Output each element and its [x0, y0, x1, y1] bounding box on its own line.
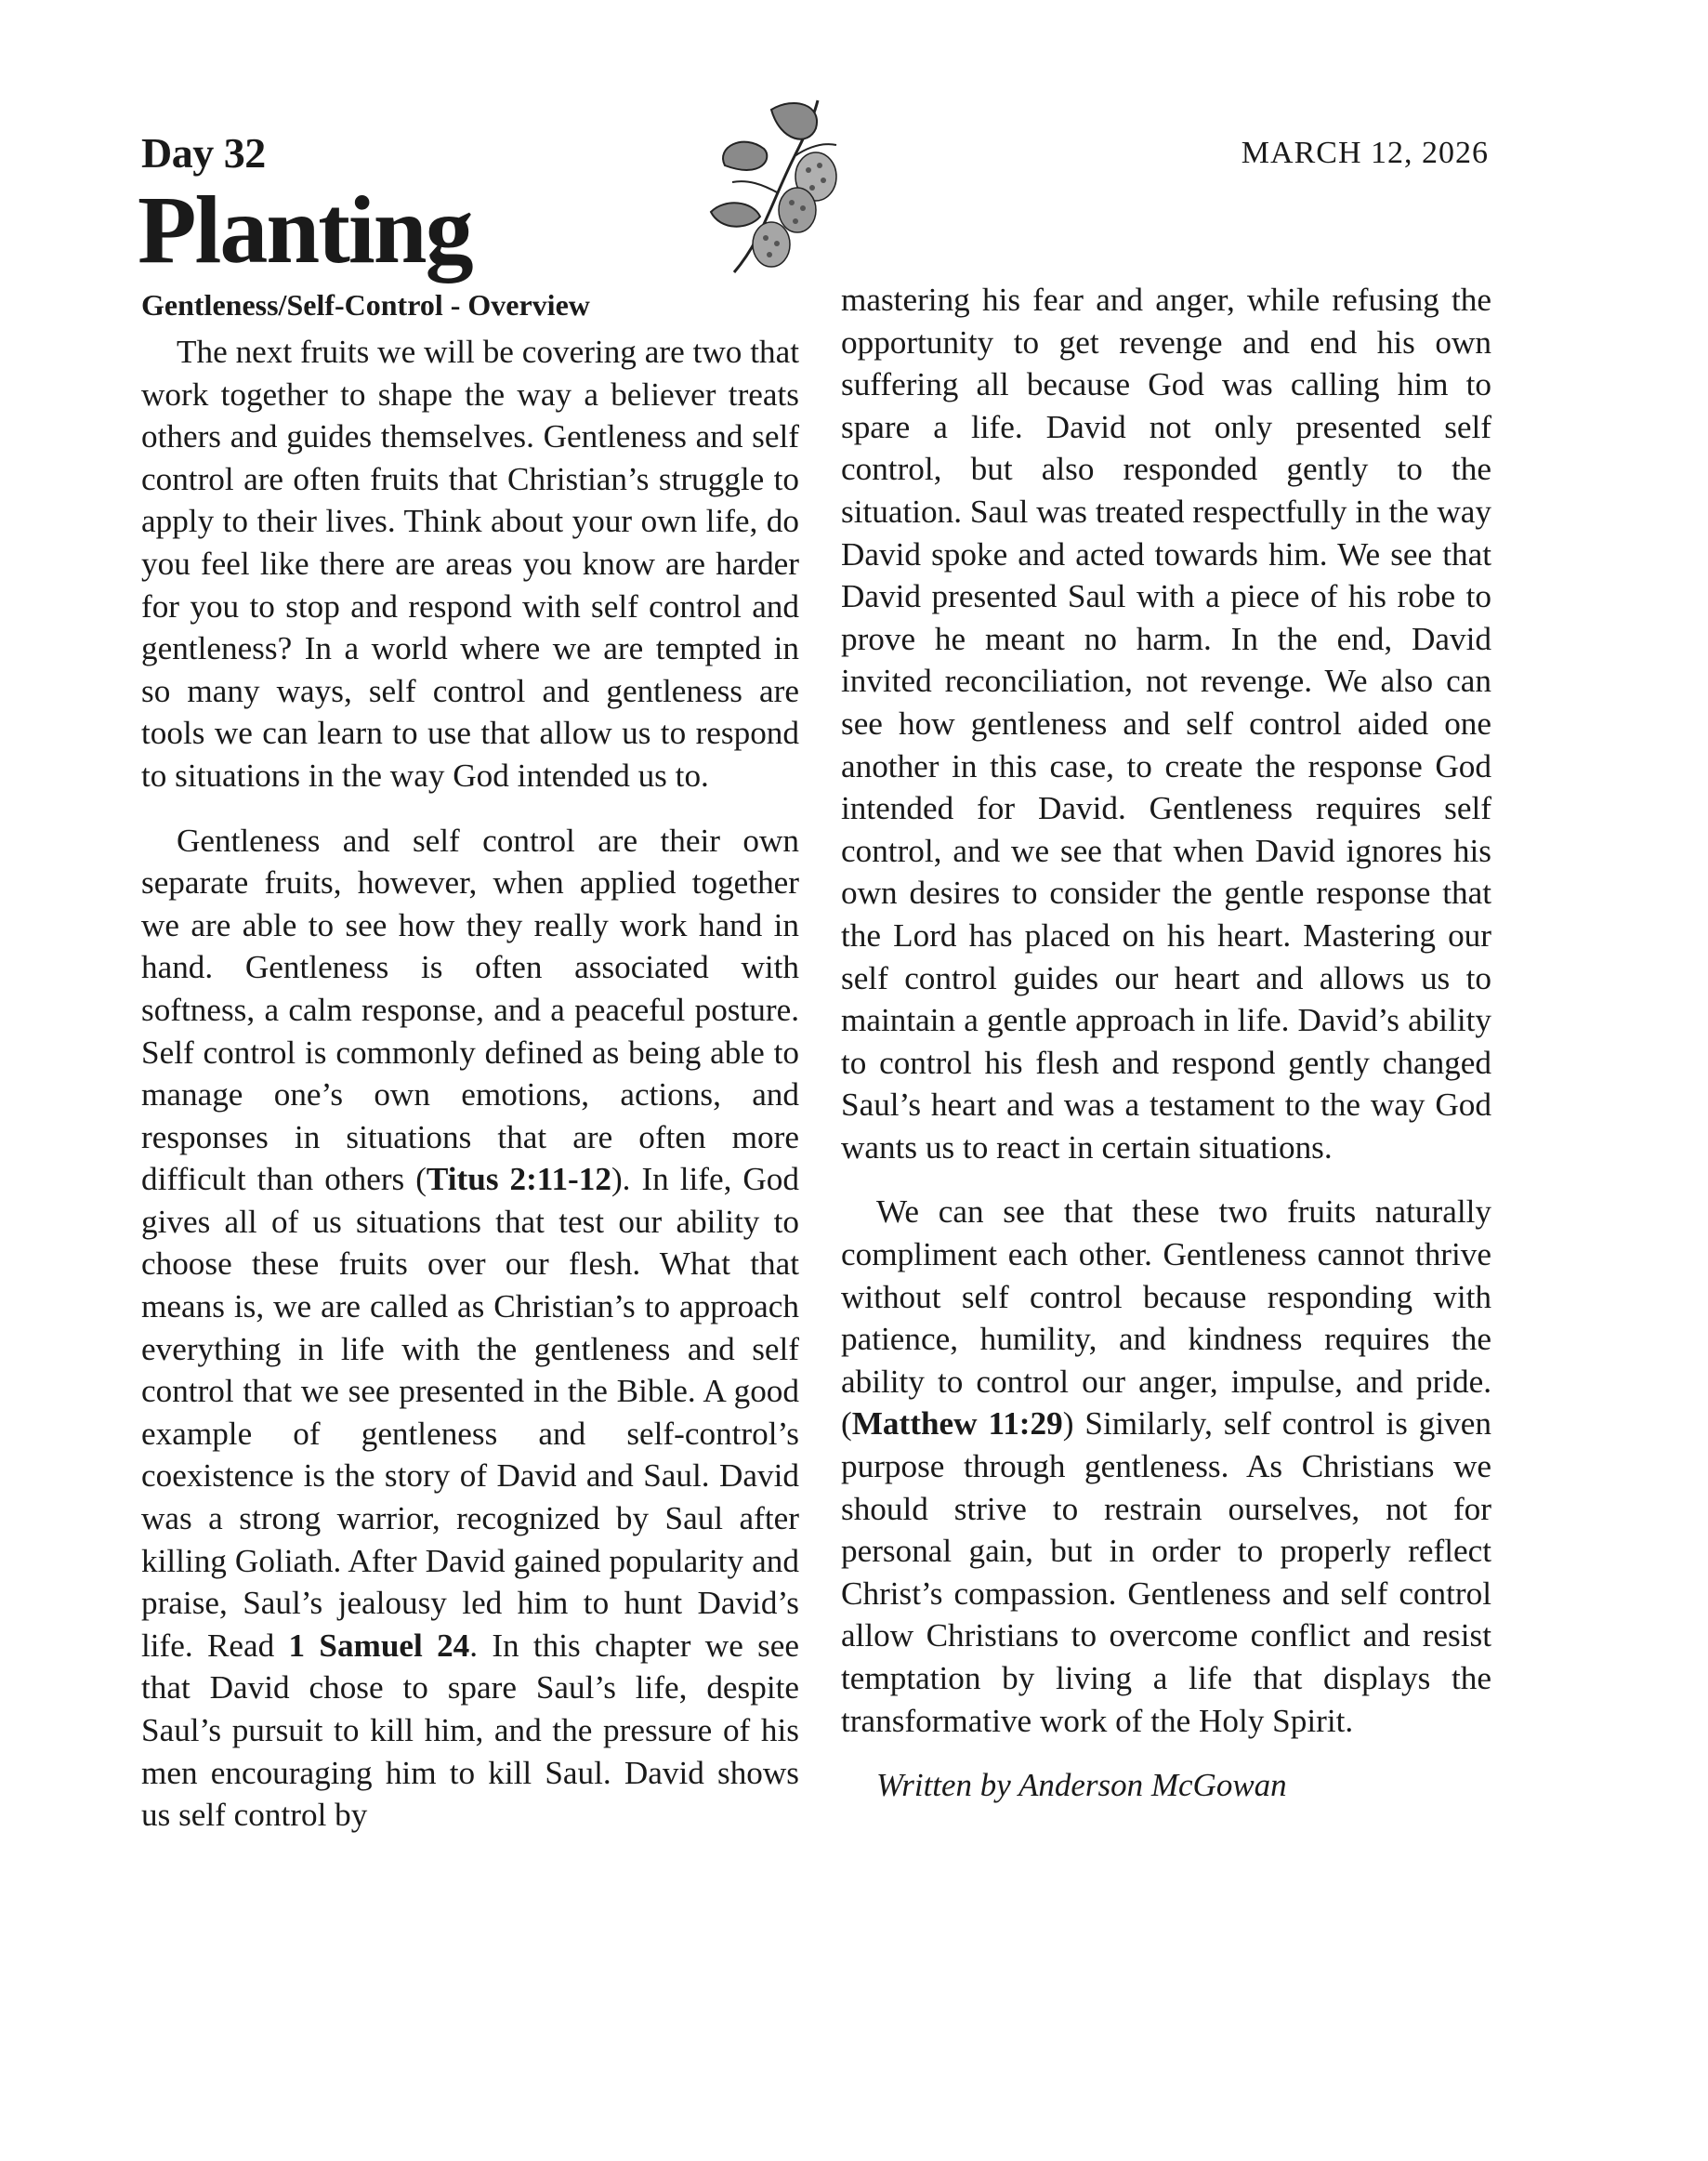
right-column: [841, 279, 1491, 1807]
paragraph-1: The next fruits we will be covering are two that work together to shape the way a believer treats others and guides themselves. Gentleness and self control are often fruits that Christian’s struggle to apply to their lives. Think about your own life, do you feel like there are areas you know are harder for you to stop and respond with self control and gentleness? In a world where we are tempted in so many ways, self control and gentleness are tools we can learn to use that allow us to respond to situations in the way God intended us to.: [141, 334, 799, 794]
paragraph-2-text-b: ). In life, God gives all of us situations that test our ability to choose these fruits over our flesh. What that means is, we are called as Christian’s to approach everything in life with the gentleness and self control that we see presented in the Bible. A good example of gentleness and self-control’s coexistence is the story of David and Saul. David was a strong warrior, recognized by Saul after killing Goliath. After David gained popularity and praise, Saul’s jealousy led him to hunt David’s life. Read: [141, 1161, 799, 1664]
paragraph-2-text-a: Gentleness and self control are their own separate fruits, however, when applied together we are able to see how they really work hand in hand. Gentleness is often associated with softness, a calm response, and a peaceful posture. Self control is commonly defined as being able to manage one’s own emotions, actions, and responses in situations that are often more difficult than others (: [141, 822, 799, 1198]
scripture-ref-titus: Titus 2:11-12: [426, 1161, 611, 1198]
paragraph-3-text-b: ) Similarly, self control is given purpose through gentleness. As Christians we should strive to restrain ourselves, not for personal gain, but in order to properly reflect Christ’s compassion. Gentleness and self control allow Christians to overcome conflict and resist temptation by living a life that displays the transformative work of the Holy Spirit.: [841, 1405, 1491, 1739]
paragraph-3: [841, 1191, 1491, 1742]
paragraph-3-text-a: We can see that these two fruits naturally compliment each other. Gentleness cannot thrive without self control because responding with patience, humility, and kindness requires the ability to control our anger, impulse, and pride. (: [841, 1193, 1491, 1443]
date-label: MARCH 12, 2026: [1241, 136, 1489, 170]
scripture-ref-1-samuel: 1 Samuel 24: [288, 1627, 470, 1664]
author-signature: Written by Anderson McGowan: [876, 1767, 1287, 1804]
page-title: Planting: [138, 177, 472, 283]
raspberry-branch-icon: [706, 91, 855, 277]
paragraph-2-text-c: . In this chapter we see that David chose to spare Saul’s life, despite Saul’s pursuit to kill him, and the pressure of his men encouraging him to kill Saul. David shows us self control by: [141, 1627, 800, 1834]
day-label: Day 32: [141, 129, 266, 177]
left-column: [141, 286, 799, 1859]
section-subtitle: Gentleness/Self-Control - Overview: [141, 288, 590, 322]
paragraph-2: [141, 820, 799, 1837]
scripture-ref-matthew: Matthew 11:29: [851, 1405, 1063, 1443]
paragraph-2-continued: mastering his fear and anger, while refusing the opportunity to get revenge and end his own suffering all because God was calling him to spare a life. David not only presented self control, but also responded gently to the situation. Saul was treated respectfully in the way David spoke and acted towards him. We see that David presented Saul with a piece of his robe to prove he meant no harm. In the end, David invited reconciliation, not revenge. We also can see how gentleness and self control aided one another in this case, to create the response God intended for David. Gentleness requires self control, and we see that when David ignores his own desires to consider the gentle response that the Lord has placed on his heart. Mastering our self control guides our heart and allows us to maintain a gentle approach in life. David’s ability to control his flesh and respond gently changed Saul’s heart and was a testament to the way God wants us to react in certain situations.: [841, 282, 1491, 1166]
